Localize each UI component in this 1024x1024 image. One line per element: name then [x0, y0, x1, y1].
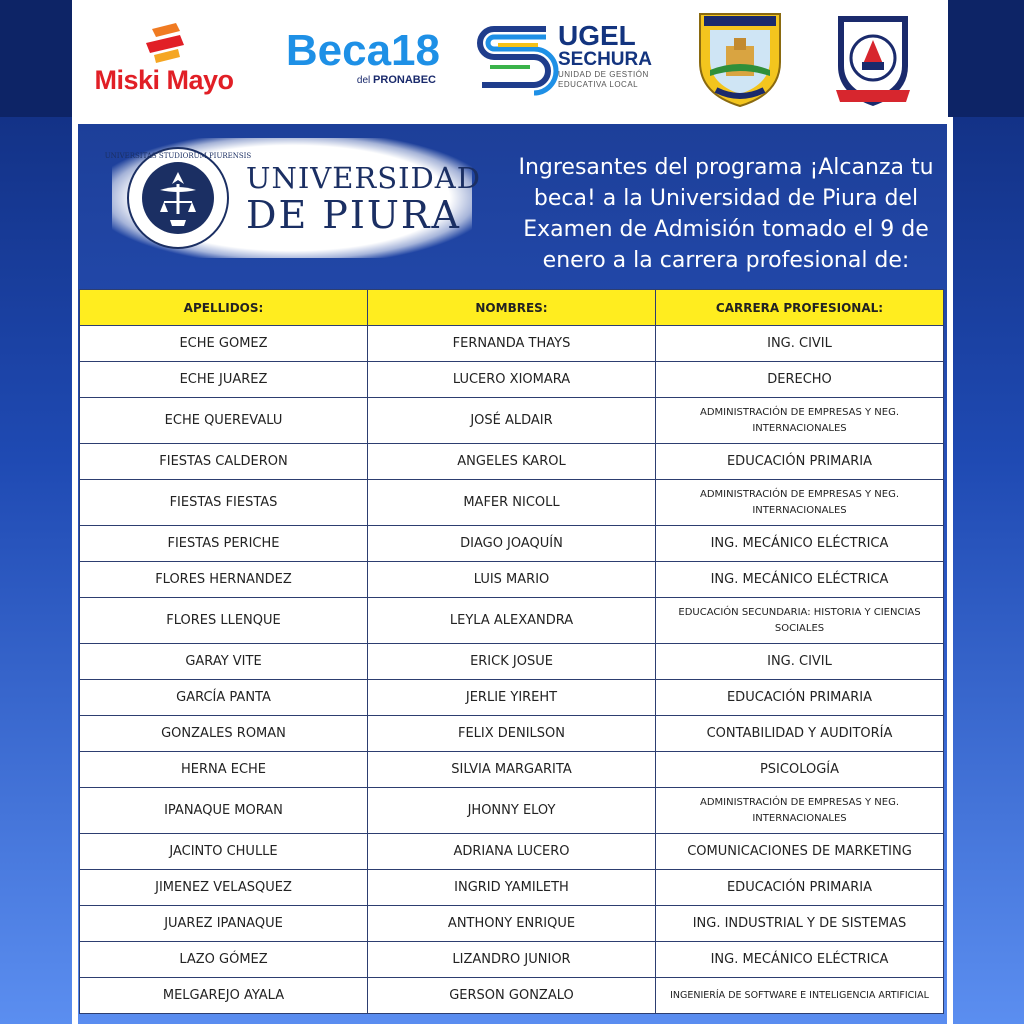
table-row	[80, 398, 944, 444]
table-row	[80, 362, 944, 398]
cell-nombres: SILVIA MARGARITA	[368, 752, 656, 788]
table-row	[80, 942, 944, 978]
table-row	[80, 788, 944, 834]
cell-carrera: INGENIERÍA DE SOFTWARE E INTELIGENCIA ARTIFICIAL	[656, 978, 944, 1014]
table-row	[80, 680, 944, 716]
cell-carrera: ADMINISTRACIÓN DE EMPRESAS Y NEG. INTERNACIONALES	[656, 480, 944, 526]
cell-apellidos: IPANAQUE MORAN	[80, 788, 368, 834]
cell-apellidos: GARCÍA PANTA	[80, 680, 368, 716]
miski-mayo-wordmark: Miski Mayo	[94, 64, 234, 95]
cell-carrera: DERECHO	[656, 362, 944, 398]
cell-nombres: LIZANDRO JUNIOR	[368, 942, 656, 978]
sechura-crest-logo	[696, 10, 784, 108]
ugel-mark-icon	[476, 23, 552, 89]
cell-carrera: EDUCACIÓN PRIMARIA	[656, 444, 944, 480]
cell-apellidos: HERNA ECHE	[80, 752, 368, 788]
cell-carrera: PSICOLOGÍA	[656, 752, 944, 788]
table-row	[80, 444, 944, 480]
cell-apellidos: ECHE GOMEZ	[80, 326, 368, 362]
cell-carrera: EDUCACIÓN PRIMARIA	[656, 870, 944, 906]
cell-carrera: CONTABILIDAD Y AUDITORÍA	[656, 716, 944, 752]
miski-mayo-mark-icon	[140, 23, 188, 63]
table-row	[80, 834, 944, 870]
miski-mayo-logo	[84, 14, 244, 104]
cell-nombres: ANTHONY ENRIQUE	[368, 906, 656, 942]
university-wordmark-line1: UNIVERSIDAD	[246, 161, 481, 195]
university-wordmark-line2: DE PIURA	[246, 193, 461, 237]
cell-carrera: ING. MECÁNICO ELÉCTRICA	[656, 526, 944, 562]
frame-line-top	[72, 117, 953, 124]
cell-carrera: ING. INDUSTRIAL Y DE SISTEMAS	[656, 906, 944, 942]
table-row	[80, 526, 944, 562]
cell-nombres: JERLIE YIREHT	[368, 680, 656, 716]
cell-apellidos: FLORES LLENQUE	[80, 598, 368, 644]
cell-apellidos: JACINTO CHULLE	[80, 834, 368, 870]
cell-apellidos: FIESTAS CALDERON	[80, 444, 368, 480]
ugel-caption-2: EDUCATIVA LOCAL	[558, 79, 639, 89]
ugel-title: UGEL	[558, 19, 636, 51]
cell-apellidos: GONZALES ROMAN	[80, 716, 368, 752]
sechura-crest-icon	[696, 10, 784, 108]
table-header-row	[80, 290, 944, 326]
table-row	[80, 906, 944, 942]
table-row	[80, 480, 944, 526]
cell-nombres: JOSÉ ALDAIR	[368, 398, 656, 444]
cell-carrera: ING. MECÁNICO ELÉCTRICA	[656, 942, 944, 978]
cell-carrera: ING. MECÁNICO ELÉCTRICA	[656, 562, 944, 598]
cell-carrera: ADMINISTRACIÓN DE EMPRESAS Y NEG. INTERNACIONALES	[656, 398, 944, 444]
cell-nombres: FERNANDA THAYS	[368, 326, 656, 362]
cell-nombres: FELIX DENILSON	[368, 716, 656, 752]
frame-line-right	[947, 117, 953, 1024]
cell-apellidos: MELGAREJO AYALA	[80, 978, 368, 1014]
cell-apellidos: FIESTAS FIESTAS	[80, 480, 368, 526]
table-row	[80, 870, 944, 906]
left-dark-band	[0, 0, 72, 117]
cell-apellidos: JUAREZ IPANAQUE	[80, 906, 368, 942]
ugel-subtitle: SECHURA	[558, 48, 652, 70]
universidad-de-piura-logo	[104, 138, 481, 258]
cell-nombres: ERICK JOSUE	[368, 644, 656, 680]
beca18-sub-org: PRONABEC	[373, 74, 436, 86]
table-row	[80, 644, 944, 680]
ugel-caption-1: UNIDAD DE GESTIÓN	[558, 69, 649, 79]
announcement-heading: Ingresantes del programa ¡Alcanza tu beca! a la Universidad de Piura del Examen de Admisión tomado el 9 de enero a la carrera profesional de:	[518, 155, 934, 273]
table-row	[80, 562, 944, 598]
cell-nombres: ADRIANA LUCERO	[368, 834, 656, 870]
university-wordmark	[246, 161, 481, 235]
column-header-carrera: CARRERA PROFESIONAL:	[656, 290, 944, 326]
cell-nombres: LUCERO XIOMARA	[368, 362, 656, 398]
cell-apellidos: ECHE JUAREZ	[80, 362, 368, 398]
right-dark-band	[948, 0, 1024, 117]
seal-text: UNIVERSITAS STUDIORUM PIURENSIS	[104, 152, 252, 160]
cell-carrera: ING. CIVIL	[656, 326, 944, 362]
beca18-sub-prefix: del	[356, 75, 371, 86]
school-shield-icon	[830, 10, 916, 110]
cell-nombres: GERSON GONZALO	[368, 978, 656, 1014]
cell-apellidos: FLORES HERNANDEZ	[80, 562, 368, 598]
ugel-sechura-logo	[476, 18, 656, 93]
beca18-subtitle	[357, 74, 436, 86]
cell-apellidos: JIMENEZ VELASQUEZ	[80, 870, 368, 906]
cell-nombres: DIAGO JOAQUÍN	[368, 526, 656, 562]
table-row	[80, 752, 944, 788]
table-body	[80, 326, 944, 1014]
table-row	[80, 326, 944, 362]
table-row	[80, 716, 944, 752]
cell-carrera: EDUCACIÓN PRIMARIA	[656, 680, 944, 716]
beca18-logo	[262, 22, 440, 92]
table-row	[80, 978, 944, 1014]
cell-carrera: EDUCACIÓN SECUNDARIA: HISTORIA Y CIENCIAS SOCIALES	[656, 598, 944, 644]
table-row	[80, 598, 944, 644]
cell-carrera: ING. CIVIL	[656, 644, 944, 680]
school-shield-logo	[830, 10, 916, 110]
cell-apellidos: ECHE QUEREVALU	[80, 398, 368, 444]
cell-nombres: INGRID YAMILETH	[368, 870, 656, 906]
university-seal-icon	[104, 144, 252, 252]
cell-nombres: MAFER NICOLL	[368, 480, 656, 526]
cell-carrera: ADMINISTRACIÓN DE EMPRESAS Y NEG. INTERNACIONALES	[656, 788, 944, 834]
cell-nombres: JHONNY ELOY	[368, 788, 656, 834]
column-header-apellidos: APELLIDOS:	[80, 290, 368, 326]
cell-apellidos: GARAY VITE	[80, 644, 368, 680]
cell-nombres: ANGELES KAROL	[368, 444, 656, 480]
cell-nombres: LEYLA ALEXANDRA	[368, 598, 656, 644]
cell-apellidos: LAZO GÓMEZ	[80, 942, 368, 978]
beca18-wordmark: Beca18	[285, 26, 440, 75]
admitted-students-table	[79, 289, 944, 1014]
cell-apellidos: FIESTAS PERICHE	[80, 526, 368, 562]
column-header-nombres: NOMBRES:	[368, 290, 656, 326]
cell-carrera: COMUNICACIONES DE MARKETING	[656, 834, 944, 870]
cell-nombres: LUIS MARIO	[368, 562, 656, 598]
